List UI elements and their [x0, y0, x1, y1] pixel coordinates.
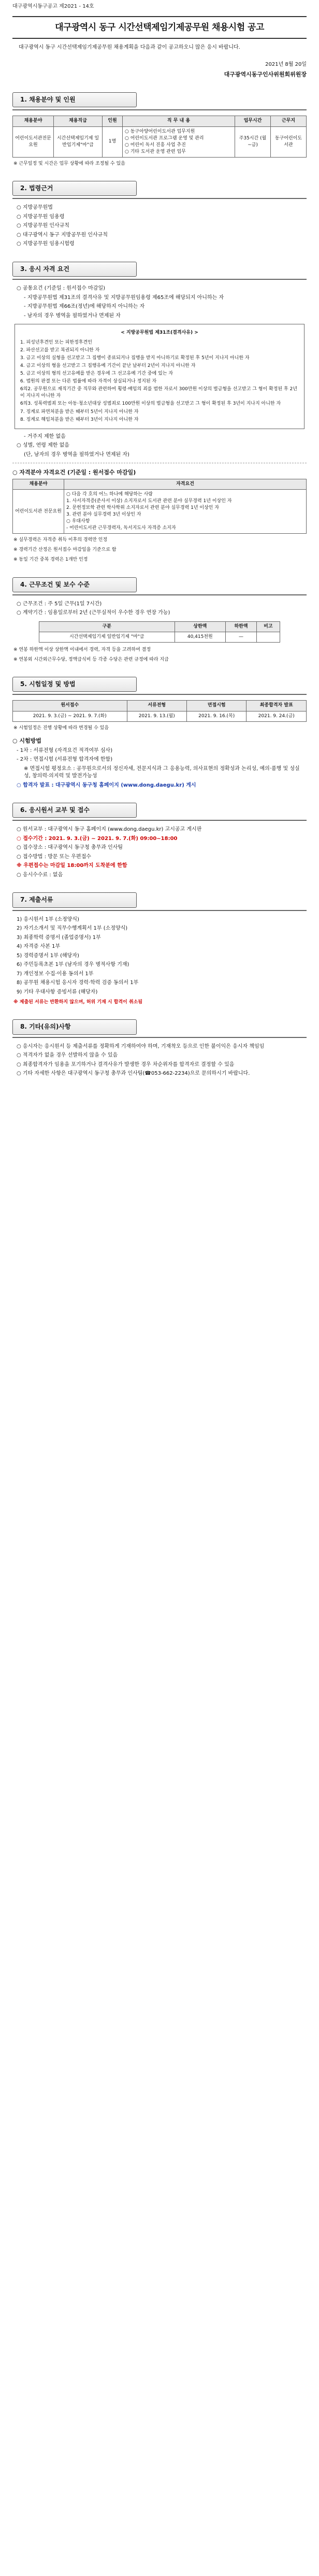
list-item: ○ 대구광역시 동구 지방공무원 인사규칙 — [17, 232, 108, 238]
list-item: ○ 지방공무원 임용령 — [17, 214, 65, 220]
list-item: ○ 접수방법 : 방문 또는 우편접수 — [17, 853, 91, 860]
table-cell: 2021. 9. 13.(월) — [127, 711, 186, 721]
table-header: 상한액 — [175, 621, 226, 632]
list-item: ○ 원서교부 : 대구광역시 동구 홈페이지 (www.dong.daegu.kr) 고시공고 게시판 — [17, 827, 202, 833]
table-header: 인원 — [103, 116, 123, 126]
table-row — [13, 711, 307, 721]
note: ※ 경력기간 산정은 원서접수 마감일을 기준으로 함 — [13, 547, 117, 553]
section-title: 6. 응시원서 교부 및 접수 — [12, 803, 137, 818]
table-header: 업무시간 — [235, 116, 271, 126]
box-title: < 지방공무원법 제31조(결격사유) > — [121, 330, 198, 336]
list-item: ○ 성별, 연령 제한 없음 — [17, 443, 69, 449]
note: ※ 제출된 서류는 반환하지 않으며, 허위 기재 시 합격이 취소됨 — [13, 1000, 143, 1005]
sub-heading: ○ 자격분야 자격요건 (기준일 : 원서접수 마감일) — [12, 469, 136, 476]
table-header: 하한액 — [226, 621, 257, 632]
table-cell: 시간선택제임기제 일반임기제 "마"급 — [39, 632, 175, 642]
note: ※ 동일 기간 중복 경력은 1개만 인정 — [13, 557, 88, 563]
list-item: 1. 사서자격증(준사서 이상) 소지자로서 도서관 관련 분야 실무경력 1년 이상인 자 — [66, 499, 232, 504]
section-qualification — [12, 262, 307, 564]
list-item: 5) 경력증명서 1부 (해당자) — [17, 952, 79, 959]
table-row — [13, 490, 307, 534]
table-header: 구분 — [39, 621, 175, 632]
list-item: 6. 법원의 판결 또는 다른 법률에 따라 자격이 상실되거나 정지된 자 — [20, 379, 157, 385]
list-item: - 어린이도서관 근무경력자, 독서지도사 자격증 소지자 — [66, 525, 176, 531]
notice-date: 2021년 8월 20일 — [265, 61, 307, 67]
table-cell — [64, 490, 307, 534]
section-title: 8. 기타(유의)사항 — [12, 1019, 137, 1034]
list-item: 8. 징계로 해임처분을 받은 때부터 3년이 지나지 아니한 자 — [20, 417, 139, 422]
list-item: ○ 공통요건 (기준일 : 원서접수 마감일) — [17, 286, 106, 292]
list-item: ○ 우대사항 — [66, 519, 90, 524]
list-item: 4) 자격증 사본 1부 — [17, 944, 61, 950]
list-item: 6의3. 성폭력범죄 또는 아동·청소년대상 성범죄로 100만원 이상의 벌금형을 선고받고 그 형이 확정된 후 3년이 지나지 아니한 자 — [20, 401, 281, 407]
list-item: - 거주지 제한 없음 — [24, 433, 66, 439]
list-item: - 1차 : 서류전형 (자격요건 적격여부 심사) — [17, 747, 113, 753]
list-item: 1. 피성년후견인 또는 피한정후견인 — [20, 340, 92, 346]
table-header: 직 무 내 용 — [123, 116, 235, 126]
list-item: ○ 최종합격자가 임용을 포기하거나 결격사유가 발생한 경우 차순위자를 합격자로 결정할 수 있음 — [17, 1061, 235, 1068]
duty-item: ○ 동구아양어린이도서관 업무지원 — [125, 129, 195, 134]
list-item: ○ 기타 자세한 사항은 대구광역시 동구청 총무과 인사팀(☎053-662-2234)으로 문의하시기 바랍니다. — [17, 1071, 250, 1077]
list-item: 2. 문헌정보학 관련 학사학위 소지자로서 관련 분야 실무경력 1년 이상인 자 — [66, 505, 220, 511]
table-cell: 1명 — [103, 126, 123, 157]
intro-text: 대구광역시 동구 시간선택제임기제공무원 채용계획을 다음과 같이 공고하오니 많은 응시 바랍니다. — [19, 45, 240, 51]
list-item: - 지방공무원법 제66조(정년)에 해당하지 아니하는 자 — [24, 304, 145, 310]
section-title: 3. 응시 자격 요건 — [12, 262, 137, 277]
table-cell: 주35시간 (월~금) — [235, 126, 271, 157]
list-item: ○ 지방공무원 임용시험령 — [17, 241, 75, 247]
list-item: ○ 합격자 발표 : 대구광역시 동구청 홈페이지 (www.dong.daegu.kr) 게시 — [17, 782, 196, 788]
list-item: ○ 계약기간 : 임용일로부터 2년 (근무실적이 우수한 경우 연장 가능) — [17, 610, 170, 616]
list-item: - 2차 : 면접시험 (서류전형 합격자에 한함) — [17, 757, 113, 763]
table-cell: — — [226, 632, 257, 642]
table-header: 최종합격자 발표 — [247, 701, 307, 711]
section-title: 4. 근무조건 및 보수 수준 — [12, 577, 137, 592]
list-item: 2. 파산선고를 받고 복권되지 아니한 자 — [20, 348, 100, 353]
list-item: (단, 남자의 경우 병역을 필하였거나 면제된 자) — [24, 451, 129, 458]
notice-page — [0, 0, 319, 1078]
requirement-table — [12, 479, 307, 534]
table-header: 서류전형 — [127, 701, 186, 711]
list-item: ○ 지방공무원법 — [17, 205, 53, 211]
list-item: 7. 징계로 파면처분을 받은 때부터 5년이 지나지 아니한 자 — [20, 409, 139, 415]
list-item: 7) 개인정보 수집·이용 동의서 1부 — [17, 971, 94, 977]
list-item: ○ 지방공무원 인사규칙 — [17, 223, 70, 229]
table-cell: 2021. 9. 16.(목) — [186, 711, 246, 721]
section-application — [12, 803, 307, 879]
table-cell: 2021. 9. 3.(금) ~ 2021. 9. 7.(화) — [13, 711, 127, 721]
section-legal-basis — [12, 181, 307, 248]
schedule-table — [12, 700, 307, 721]
list-item: 3. 관련 분야 실무경력 3년 이상인 자 — [66, 512, 141, 518]
table-cell: 동구어린이도서관 — [271, 126, 307, 157]
list-item: ※ 우편접수는 마감일 18:00까지 도착분에 한함 — [17, 863, 127, 869]
table-cell — [123, 126, 235, 157]
section-title: 2. 법령근거 — [12, 181, 137, 196]
table-cell: 어린이도서관 전문요원 — [13, 490, 64, 534]
list-item: 8) 공무원 채용시험 응시자 경력·학력 검증 동의서 1부 — [17, 980, 139, 986]
section-title: 7. 제출서류 — [12, 892, 137, 907]
note: ※ 실무경력은 자격증 취득 이후의 경력만 인정 — [13, 537, 108, 543]
table-row — [39, 632, 280, 642]
note: ※ 연봉 하한액 이상 상한액 이내에서 경력, 자격 등을 고려하여 결정 — [13, 647, 151, 652]
table-header: 채용분야 — [13, 116, 54, 126]
table-cell: 어린이도서관전문요원 — [13, 126, 54, 157]
section-title: 5. 시험일정 및 방법 — [12, 677, 137, 692]
table-cell — [256, 632, 280, 642]
list-item: 6의2. 공무원으로 재직기간 중 직무와 관련하여 횡령·배임의 죄를 범한 자로서 300만원 이상의 벌금형을 선고받고 그 형이 확정된 후 2년이 지나지 아니한 자 — [20, 387, 297, 399]
section-documents — [12, 892, 307, 1006]
table-cell: 40,415천원 — [175, 632, 226, 642]
note: ※ 근무일정 및 시간은 업무 상황에 따라 조정될 수 있음 — [13, 161, 125, 166]
list-item: ○ 접수장소 : 대구광역시 동구청 총무과 인사팀 — [17, 845, 123, 851]
note: ※ 연봉외 시간외근무수당, 정액급식비 등 각종 수당은 관련 규정에 따라 지급 — [13, 657, 169, 663]
table-header: 채용분야 — [13, 479, 64, 490]
recruitment-table — [12, 116, 307, 157]
table-header: 채용직급 — [54, 116, 103, 126]
list-item: - 남자의 경우 병역을 필하였거나 면제된 자 — [24, 312, 121, 319]
list-item: ○ 근무조건 : 주 5일 근무(1일 7시간) — [17, 601, 102, 607]
section-recruitment — [12, 92, 307, 167]
list-item: 2) 자기소개서 및 직무수행계획서 1부 (소정양식) — [17, 926, 128, 932]
table-header: 근무지 — [271, 116, 307, 126]
table-cell: 시간선택제임기제 일반임기제"마"급 — [54, 126, 103, 157]
list-item: ○ 접수기간 : 2021. 9. 3.(금) ~ 2021. 9. 7.(화) 09:00~18:00 — [17, 835, 178, 842]
list-item: ○ 다음 각 호의 어느 하나에 해당하는 사람 — [66, 492, 153, 497]
signer: 대구광역시동구인사위원회위원장 — [224, 71, 307, 78]
section-other — [12, 1019, 307, 1077]
section-conditions — [12, 577, 307, 664]
sub-heading: ○ 시험방법 — [12, 737, 41, 744]
list-item: 3. 금고 이상의 실형을 선고받고 그 집행이 종료되거나 집행을 받지 아니하기로 확정된 후 5년이 지나지 아니한 자 — [20, 355, 250, 361]
list-item: ○ 적격자가 없을 경우 선발하지 않을 수 있음 — [17, 1052, 118, 1059]
list-item: 4. 금고 이상의 형을 선고받고 그 집행유예 기간이 끝난 날부터 2년이 지나지 아니한 자 — [20, 363, 196, 369]
notice-number: 대구광역시동구공고 제2021 - 14호 — [12, 4, 94, 9]
list-item: ○ 응시자는 응시원서 등 제출서류를 정확하게 기재하여야 하며, 기재착오 등으로 인한 불이익은 응시자 책임임 — [17, 1043, 265, 1049]
table-header: 원서접수 — [13, 701, 127, 711]
list-item: - 지방공무원법 제31조의 결격사유 및 지방공무원임용령 제65조에 해당되지 아니하는 자 — [24, 294, 224, 301]
table-header: 자격요건 — [64, 479, 307, 490]
disqualification-box — [15, 324, 304, 429]
duty-item: ○ 기타 도서관 운영 관련 업무 — [125, 149, 186, 154]
pay-table — [39, 621, 280, 643]
duty-item: ○ 어린이도서관 프로그램 운영 및 관리 — [125, 135, 204, 141]
list-item: 6) 주민등록초본 1부 (남자의 경우 병적사항 기재) — [17, 962, 129, 968]
page-title: 대구광역시 동구 시간선택제임기제공무원 채용시험 공고 — [12, 16, 307, 39]
duty-item: ○ 어린이 독서 진흥 사업 추진 — [125, 142, 186, 148]
list-item: ○ 응시수수료 : 없음 — [17, 872, 63, 878]
list-item: 5. 금고 이상의 형의 선고유예를 받은 경우에 그 선고유예 기간 중에 있는 자 — [20, 371, 173, 377]
table-cell: 2021. 9. 24.(금) — [247, 711, 307, 721]
table-row — [13, 126, 307, 157]
section-title: 1. 채용분야 및 인원 — [12, 92, 137, 107]
table-header: 비고 — [256, 621, 280, 632]
note: ※ 시험일정은 진행 상황에 따라 변경될 수 있음 — [13, 725, 109, 731]
list-item: 1) 응시원서 1부 (소정양식) — [17, 916, 79, 922]
list-item: 3) 최종학력 증명서 (졸업증명서) 1부 — [17, 934, 101, 941]
list-item: 9) 기타 우대사항 증빙서류 (해당자) — [17, 989, 98, 995]
table-header: 면접시험 — [186, 701, 246, 711]
section-schedule — [12, 677, 307, 789]
list-item: ※ 면접시험 평정요소 : 공무원으로서의 정신자세, 전문지식과 그 응용능력, 의사표현의 정확성과 논리성, 예의·품행 및 성실성, 창의력·의지력 및 발전가능성 — [24, 765, 300, 779]
